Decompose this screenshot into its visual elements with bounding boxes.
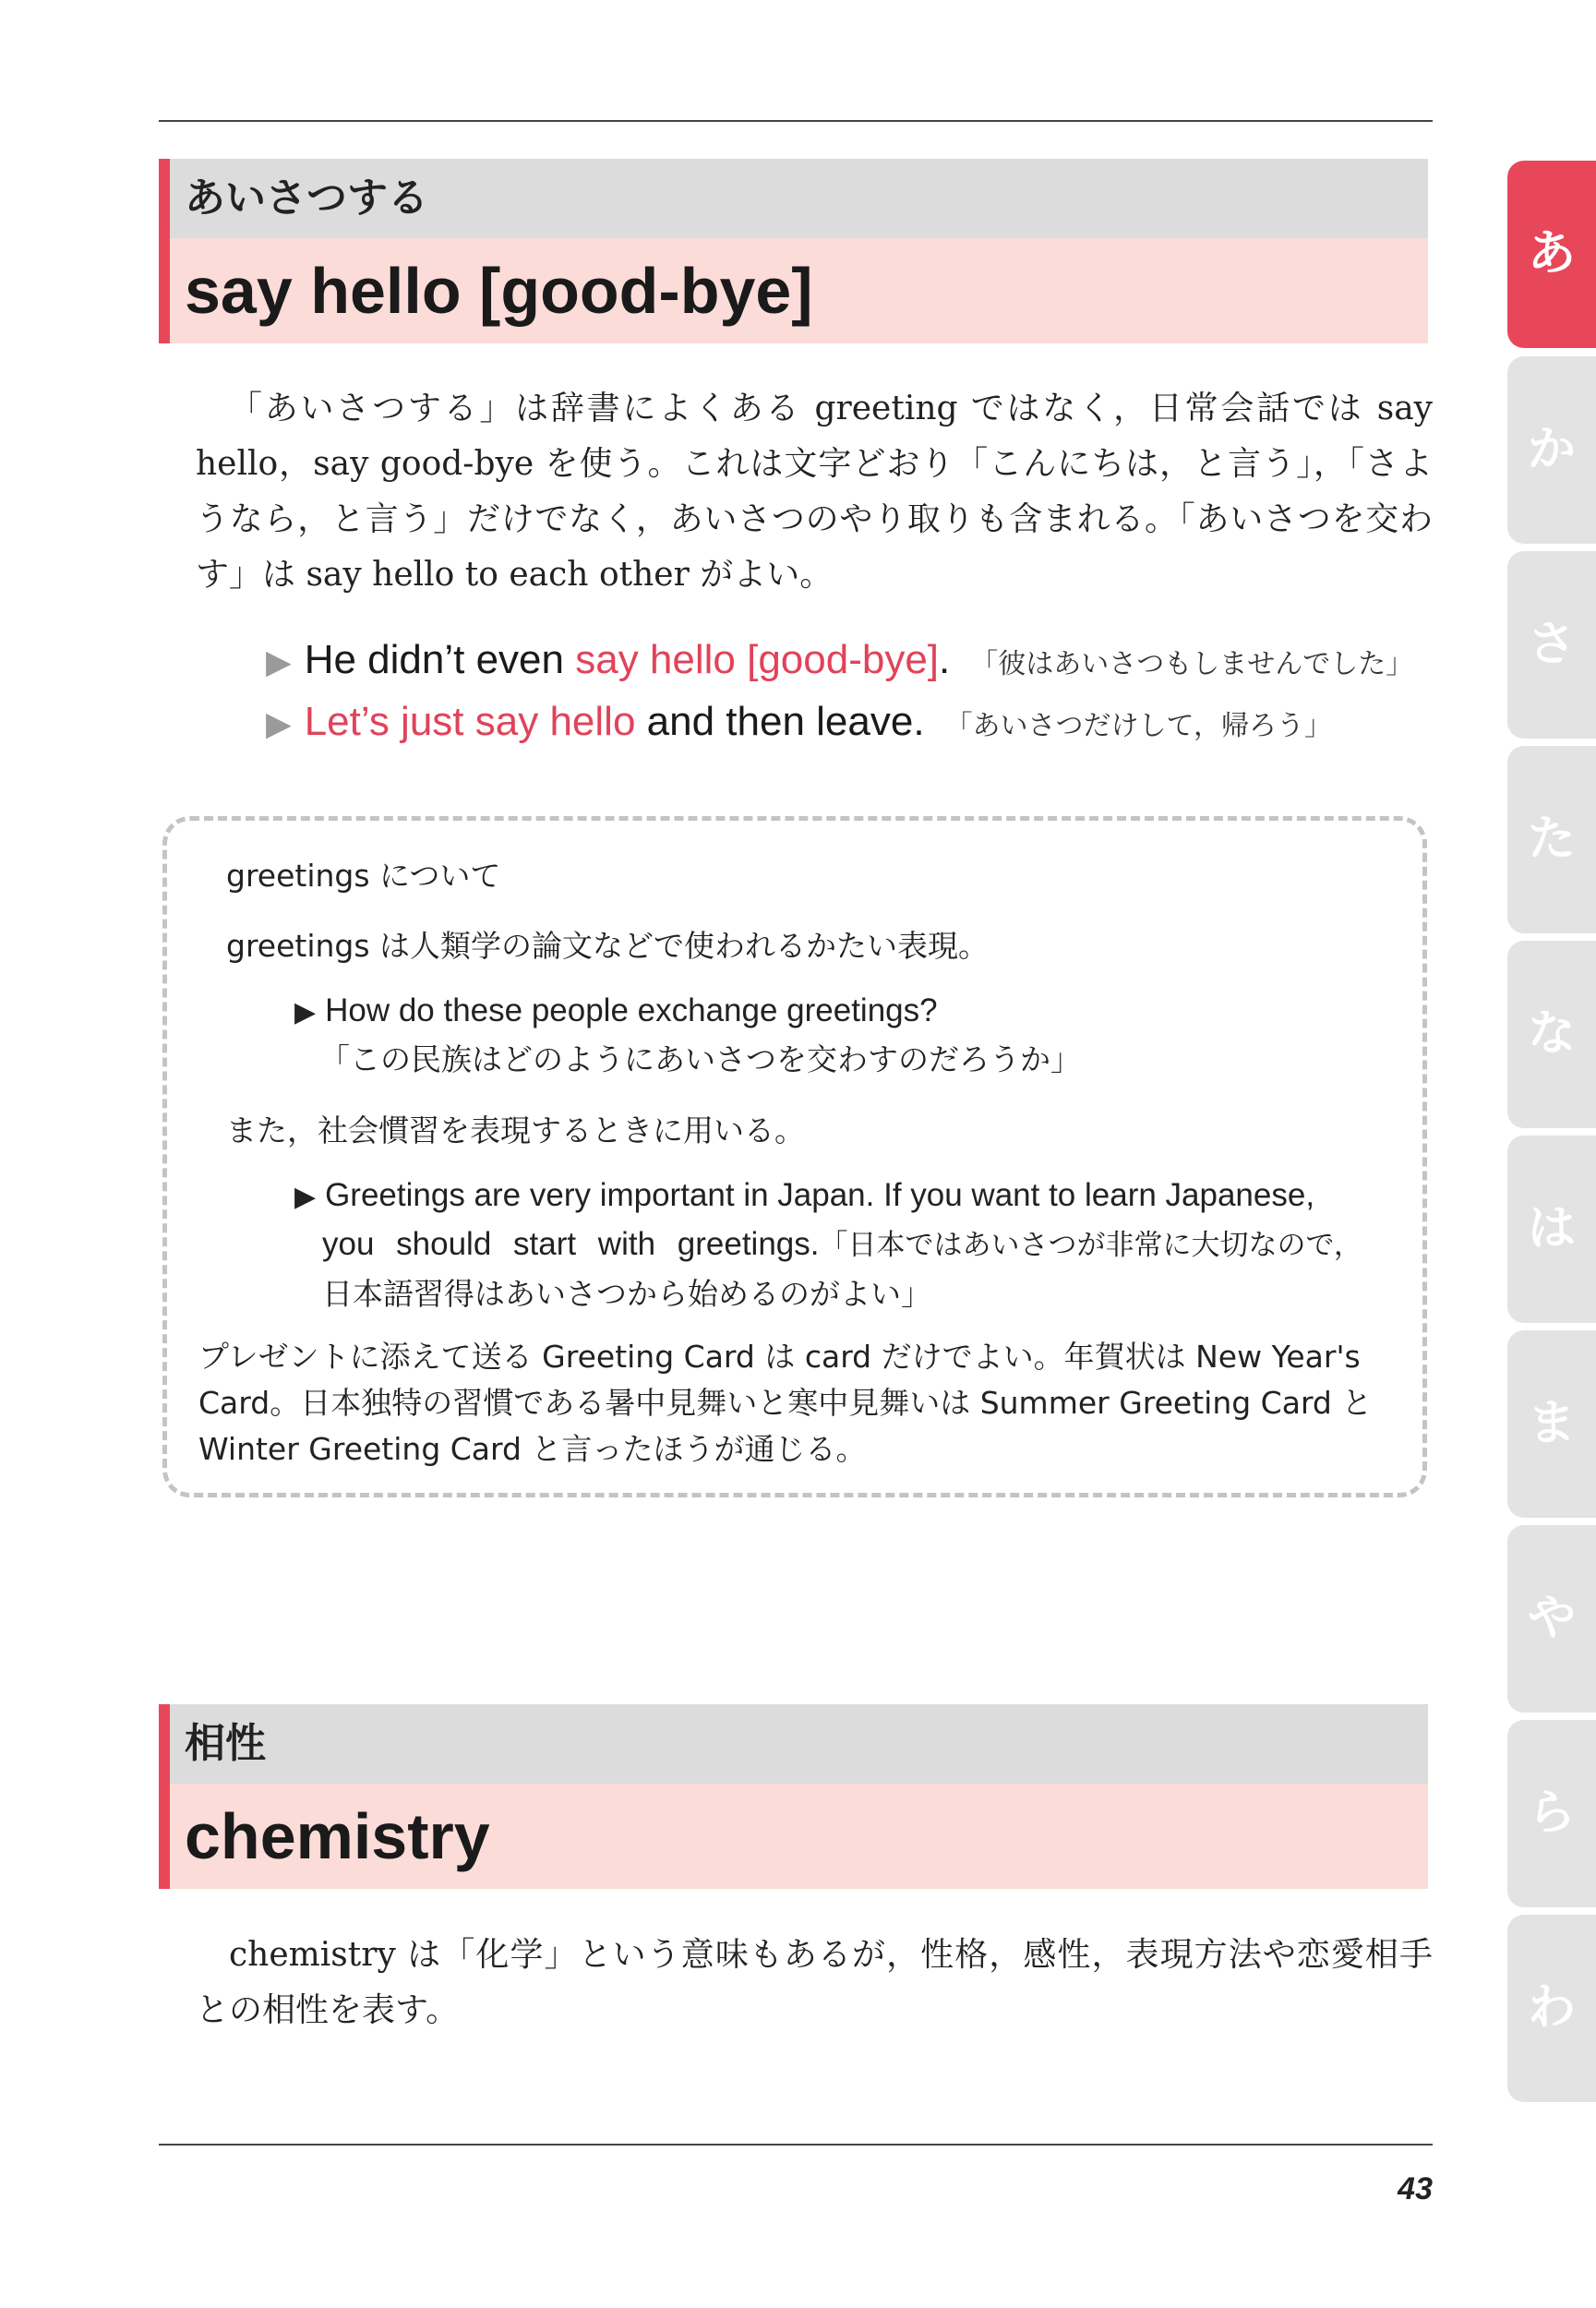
- index-tab-ta[interactable]: た: [1507, 746, 1596, 933]
- note-example-en-line: [294, 1177, 1319, 1214]
- index-tab-ka[interactable]: か: [1507, 356, 1596, 544]
- note-example-1: [294, 992, 938, 1029]
- example-marker-icon: ▶: [266, 704, 292, 742]
- note-example-en: How do these people exchange greetings?: [325, 992, 938, 1028]
- entry-japanese-heading: あいさつする: [159, 159, 1428, 238]
- note-example-translation: 日本語習得はあいさつから始めるのがよい」: [322, 1276, 931, 1312]
- example-sentence-1: [266, 637, 1413, 683]
- example-marker-icon: ▶: [294, 997, 317, 1028]
- accent-bar: [159, 1704, 170, 1889]
- example-marker-icon: ▶: [266, 643, 292, 680]
- entry-header-chemistry: [159, 1704, 1428, 1889]
- index-tab-ma[interactable]: ま: [1507, 1330, 1596, 1518]
- example-translation: 「あいさつだけして，帰ろう」: [944, 710, 1332, 742]
- note-title: greetings について: [226, 858, 501, 894]
- top-rule: [159, 120, 1433, 122]
- example-marker-icon: ▶: [294, 1182, 317, 1212]
- note-example-en-line: [294, 1221, 1362, 1263]
- example-sentence-2: [266, 699, 1332, 745]
- note-line: greetings は人類学の論文などで使われるかたい表現。: [226, 928, 990, 964]
- note-example-translation: 「この民族はどのようにあいさつを交わすのだろうか」: [319, 1041, 1081, 1077]
- usage-note-box: [162, 816, 1427, 1497]
- note-example-2: [294, 1177, 1362, 1263]
- note-closing-paragraph: プレゼントに添えて送る Greeting Card は card だけでよい。年賀状は New Year's Card。日本独特の習慣である暑中見舞いと寒中見舞いは Summer Greeting Card と Winter Greeting Card と言ったほうが通じる。: [198, 1339, 1373, 1467]
- entry-body-say-hello: [196, 381, 1433, 603]
- example-text-end: and then leave.: [635, 699, 925, 744]
- example-highlight: Let’s just say hello: [304, 699, 636, 744]
- index-tab-sa[interactable]: さ: [1507, 551, 1596, 739]
- page-number: 43: [1398, 2171, 1433, 2206]
- accent-bar: [159, 159, 170, 343]
- bottom-rule: [159, 2144, 1433, 2146]
- index-tab-ya[interactable]: や: [1507, 1525, 1596, 1713]
- entry-body-chemistry: [196, 1928, 1433, 2038]
- entry-english-heading: say hello [good-bye]: [159, 238, 1428, 343]
- entry-english-heading: chemistry: [159, 1784, 1428, 1889]
- note-example-en: you should start with greetings.: [322, 1226, 820, 1262]
- index-tab-ha[interactable]: は: [1507, 1136, 1596, 1323]
- entry-japanese-heading: 相性: [159, 1704, 1428, 1784]
- note-example-translation: 「日本ではあいさつが非常に大切なので，: [819, 1229, 1362, 1262]
- note-line: また，社会慣習を表現するときに用いる。: [226, 1112, 805, 1148]
- example-text: He didn’t even: [304, 637, 576, 682]
- example-text-end: .: [939, 637, 951, 682]
- note-example-en: Greetings are very important in Japan. If you want to learn Japanese,: [325, 1177, 1315, 1213]
- index-tab-a[interactable]: あ: [1507, 161, 1596, 348]
- entry-header-say-hello: [159, 159, 1428, 343]
- entry-body-paragraph: 「あいさつする」は辞書によくある greeting ではなく，日常会話では say hello，say good-bye を使う。これは文字どおり「こんにちは，と言う」，「さようなら，と言う」だけでなく，あいさつのやり取りも含まれる。「あいさつを交わす」は say hello to each other がよい。: [196, 390, 1433, 594]
- example-translation: 「彼はあいさつもしませんでした」: [970, 648, 1414, 680]
- index-tab-ra[interactable]: ら: [1507, 1720, 1596, 1907]
- example-highlight: say hello [good-bye]: [575, 637, 940, 682]
- entry-body-paragraph: chemistry は「化学」という意味もあるが，性格，感性，表現方法や恋愛相手との相性を表す。: [196, 1936, 1433, 2029]
- index-tab-wa[interactable]: わ: [1507, 1915, 1596, 2102]
- index-tab-na[interactable]: な: [1507, 941, 1596, 1128]
